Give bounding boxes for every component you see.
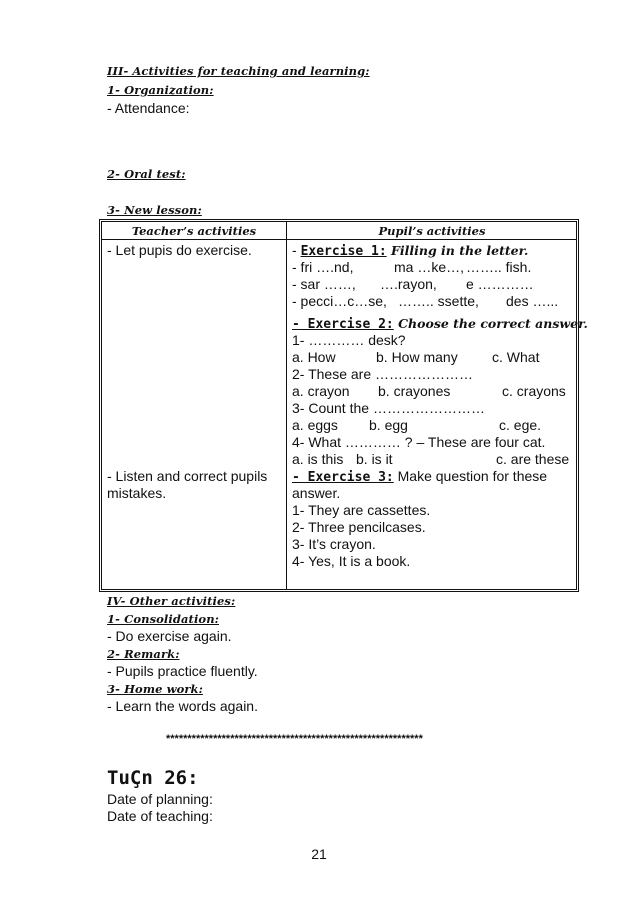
exercise-3-text: Make question for these (393, 468, 548, 484)
exercise-1-item: - pecci…c…se, (292, 293, 387, 309)
option: a. eggs (292, 417, 338, 433)
option: a. crayon (292, 383, 350, 399)
exercise-3-label: - Exercise 3: (292, 470, 394, 485)
exercise-1-title: Filling in the letter. (386, 243, 529, 258)
exercise-3-item: 4- Yes, It is a book. (292, 553, 411, 569)
exercise-1-item: - sar ……, (292, 276, 356, 292)
option: c. What (492, 349, 540, 365)
question-3: 3- Count the …………………… (292, 400, 485, 416)
exercise-3-heading (292, 468, 547, 486)
option: b. egg (369, 417, 408, 433)
activities-table (99, 219, 588, 592)
remark-heading: 2- Remark: (107, 647, 180, 661)
date-of-teaching: Date of teaching: (107, 808, 213, 824)
exercise-3-item: 1- They are cassettes. (292, 502, 431, 518)
pupil-header: Pupil’s activities (378, 224, 486, 238)
exercise-2-label: - Exercise 2: (292, 317, 394, 332)
option: c. are these (496, 451, 570, 467)
question-4: 4- What ………… ? – These are four cat. (292, 434, 546, 450)
activities-heading: III- Activities for teaching and learning: (107, 64, 370, 78)
page-number: 21 (311, 846, 327, 862)
question-1-options (292, 349, 539, 366)
exercise-3-item: 2- Three pencilcases. (292, 519, 426, 535)
exercise-1-row (292, 276, 534, 293)
separator-stars: ************************************************************ (166, 733, 423, 745)
table-header-divider (102, 239, 576, 240)
homework-heading: 3- Home work: (107, 682, 203, 696)
week-title: TuÇn 26: (107, 767, 199, 789)
new-lesson-heading: 3- New lesson: (107, 203, 202, 217)
option: b. crayones (378, 383, 451, 399)
option: a. is this (292, 451, 344, 467)
exercise-1-item: …….. fish. (466, 259, 532, 275)
question-3-options (292, 417, 541, 434)
question-2-options (292, 383, 566, 400)
exercise-1-heading (292, 242, 528, 260)
organization-heading: 1- Organization: (107, 83, 214, 97)
exercise-1-item: ma …ke…, (394, 259, 465, 275)
oral-test-heading: 2- Oral test: (107, 167, 186, 181)
attendance-text: - Attendance: (107, 100, 190, 116)
consolidation-text: - Do exercise again. (107, 628, 232, 644)
question-4-options (292, 451, 569, 468)
option: c. crayons (502, 383, 566, 399)
option: b. is it (356, 451, 393, 467)
exercise-1-label: Exercise 1: (300, 244, 387, 259)
date-of-planning: Date of planning: (107, 791, 213, 807)
teacher-line: - Listen and correct pupils (107, 468, 268, 484)
exercise-1-item: - fri ….nd, (292, 259, 354, 275)
exercise-1-item: des …... (506, 293, 559, 309)
teacher-line: - Let pupis do exercise. (107, 242, 252, 258)
option: c. ege. (499, 417, 542, 433)
exercise-3-item: 3- It’s crayon. (292, 536, 376, 552)
table-column-divider (286, 222, 287, 589)
exercise-3-continuation: answer. (292, 485, 341, 501)
exercise-1-row (292, 293, 558, 310)
question-2: 2- These are ………………… (292, 366, 474, 382)
remark-text: - Pupils practice fluently. (107, 663, 258, 679)
consolidation-heading: 1- Consolidation: (107, 612, 219, 626)
exercise-1-row (292, 259, 531, 276)
exercise-1-item: ….rayon, (380, 276, 437, 292)
exercise-1-prefix: - (292, 242, 301, 258)
exercise-1-item: e ………… (466, 276, 534, 292)
teacher-line: mistakes. (107, 485, 167, 501)
teacher-header: Teacher’s activities (131, 224, 257, 238)
exercise-2-heading (292, 315, 588, 333)
exercise-2-title: Choose the correct answer. (393, 316, 588, 331)
option: b. How many (376, 349, 458, 365)
homework-text: - Learn the words again. (107, 698, 258, 714)
question-1: 1- ………… desk? (292, 332, 406, 348)
other-activities-heading: IV- Other activities: (107, 594, 236, 608)
option: a. How (292, 349, 336, 365)
exercise-1-item: …….. ssette, (398, 293, 479, 309)
